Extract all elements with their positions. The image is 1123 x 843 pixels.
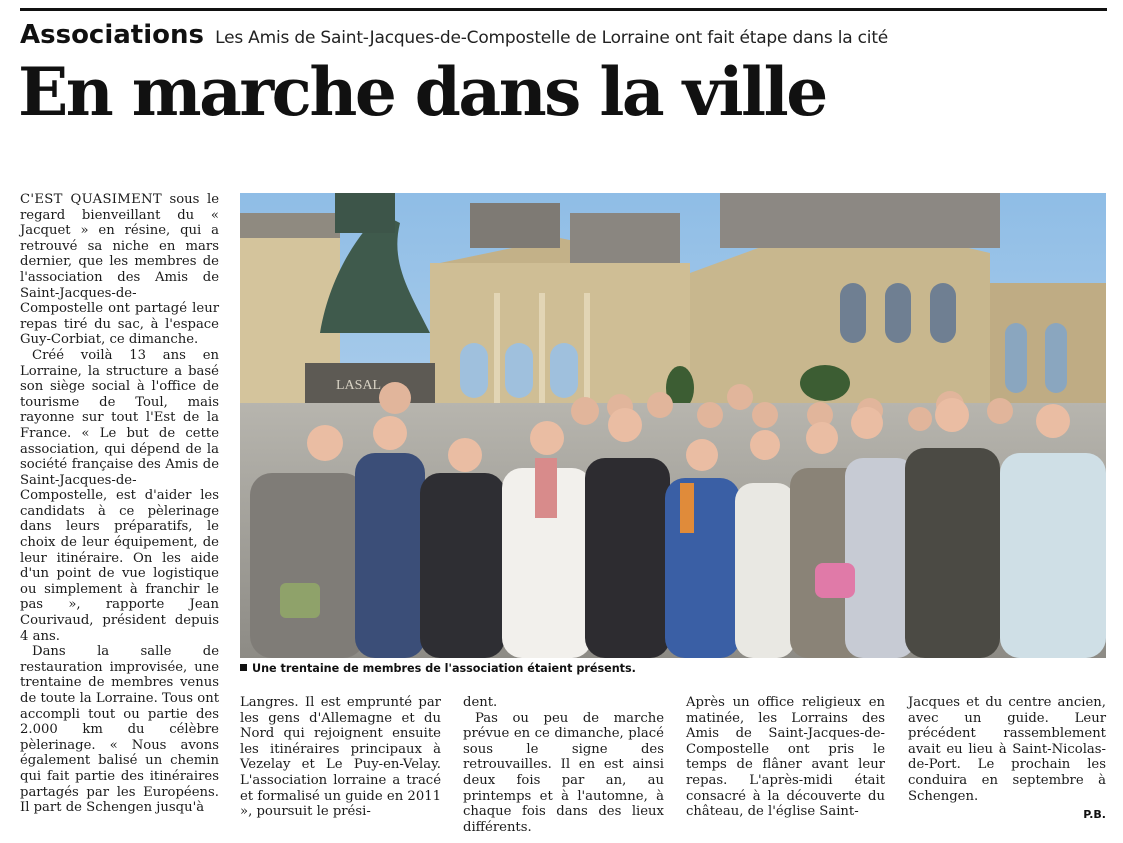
caption-square-icon xyxy=(240,664,247,671)
paragraph-text: sous le regard bienveillant du « Jacquet » en résine, qui a retrouvé sa niche en mars dernier, que les membres de l'association des Amis de Saint-Jacques-de-Compostelle ont partagé leur repas tiré du sac, à l'espace Guy-Corbiat, ce dimanche. xyxy=(20,192,219,348)
author-signature: P.B. xyxy=(1083,808,1106,821)
group-photo-image xyxy=(240,193,1106,658)
article-column-2 xyxy=(240,695,441,820)
column-3-continuation: dent. xyxy=(463,695,498,710)
headline: En marche dans la ville xyxy=(18,53,826,131)
caption-text: Une trentaine de membres de l'association étaient présents. xyxy=(252,662,636,675)
lead-in: C'EST QUASIMENT xyxy=(20,192,162,207)
article-column-4 xyxy=(686,695,885,820)
section-label: Associations xyxy=(20,20,204,50)
pedestal-sign: LASAL xyxy=(336,378,382,393)
strapline: Les Amis de Saint-Jacques-de-Compostelle de Lorraine ont fait étape dans la cité xyxy=(215,28,889,48)
article-column-3 xyxy=(463,695,664,835)
article-column-1 xyxy=(20,192,219,816)
article-column-5 xyxy=(908,695,1106,804)
column-4-text: Après un office religieux en matinée, les Lorrains des Amis de Saint-Jacques-de-Compostelle ont pris le temps de flâner avant leur repas. L'après-midi était consacré à la découverte du château, de l'église Saint- xyxy=(686,695,885,820)
kicker xyxy=(20,20,888,50)
column-3-paragraph: Pas ou peu de marche prévue en ce dimanche, placé sous le signe des retrouvailles. Il en est ainsi deux fois par an, au printemps et à l'automne, à chaque fois dans des lieux différents. xyxy=(463,710,664,835)
column-2-text: Langres. Il est emprunté par les gens d'Allemagne et du Nord qui rejoignent ensuite les itinéraires principaux à Vezelay et Le Puy-en-Velay. L'association lorraine a tracé et formalisé un guide en 2011 », poursuit le prési- xyxy=(240,695,441,820)
column-5-text: Jacques et du centre ancien, avec un guide. Leur précédent rassemblement avait eu lieu à Saint-Nicolas-de-Port. Le prochain les conduira en septembre à Schengen. xyxy=(908,695,1106,804)
article-paragraph-2: Créé voilà 13 ans en Lorraine, la structure a basé son siège social à l'office de tourisme de Toul, mais rayonne sur tout l'Est de la France. « Le but de cette association, qui dépend de la société française des Amis de Saint-Jacques-de-Compostelle, est d'aider les candidats à ce pèlerinage dans leurs préparatifs, le choix de leur équipement, de leur itinéraire. On les aide d'un point de vue logistique ou simplement à franchir le pas », rapporte Jean Courivaud, président depuis 4 ans. xyxy=(20,347,219,644)
group-photo xyxy=(240,193,1106,658)
article-paragraph-1 xyxy=(20,192,219,348)
top-rule xyxy=(20,8,1107,11)
article-paragraph-3: Dans la salle de restauration improvisée, une trentaine de membres venus de toute la Lorraine. Tous ont accompli tout ou partie des 2.000 km du célèbre pèlerinage. « Nous avons également balisé un chemin qui fait partie des itinéraires partagés par les Européens. Il part de Schengen jusqu'à xyxy=(20,644,219,816)
photo-caption xyxy=(240,662,636,675)
